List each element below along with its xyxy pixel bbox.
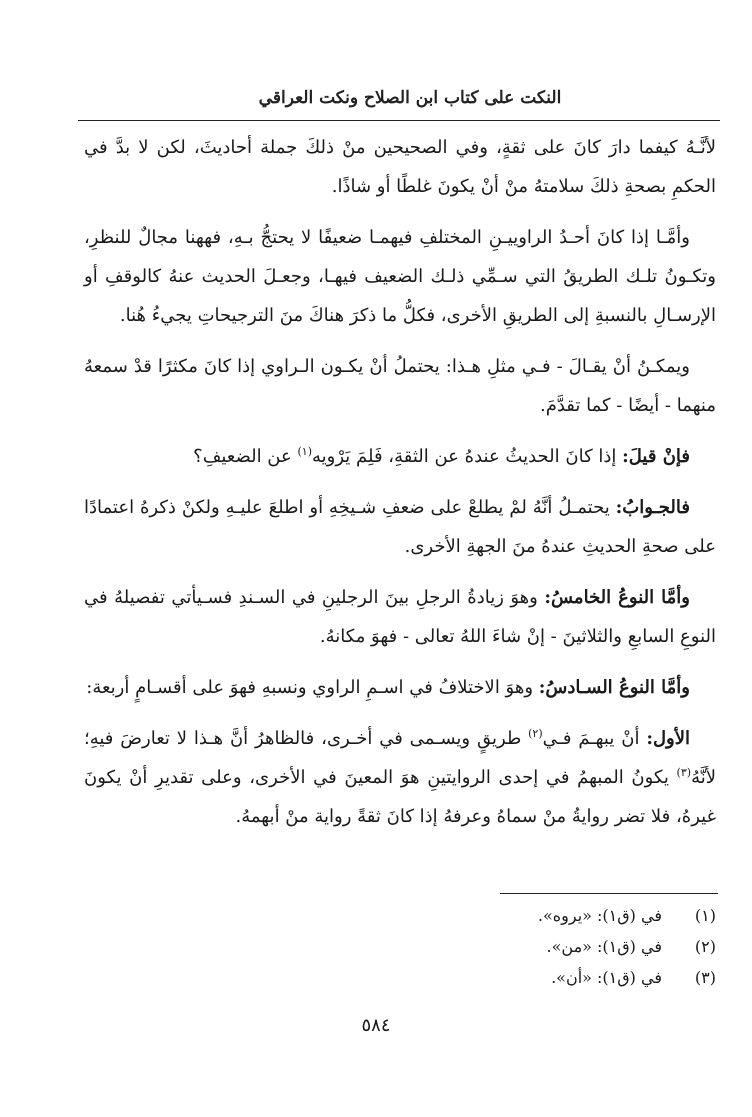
- paragraph-6-text: وهوَ زيادةُ الرجلِ بينَ الرجلينِ في السـندِ فسـيأتي تفصيلهُ في النوعِ السابعِ والثلاثينَ - إنْ شاءَ اللهُ تعالى - فهوَ مكانهُ.: [84, 587, 716, 647]
- paragraph-8-text-c: يكونُ المبهمُ في إحدى الروايتينِ هوَ المعينَ في الأخرى، وعلى تقديرِ أنْ يكونَ غيرهُ، فلا تضر روايةُ منْ سماهُ وعرفهُ إذا كانَ ثقةً رواية منْ أبهمهُ.: [84, 767, 716, 827]
- paragraph-4: [84, 437, 716, 476]
- paragraph-1: لأنَّـهُ كيفما دارَ كانَ على ثقةٍ، وفي الصحيحين منْ ذلكَ جملة أحاديثَ، لكن لا بدَّ في الحكمِ بصحةِ ذلكَ سلامتهُ منْ أنْ يكونَ غلطًا أو شاذًا.: [84, 137, 716, 197]
- footnote-ref-3: (٣): [676, 766, 692, 779]
- footnote-divider: [500, 893, 718, 894]
- footnote-2: [84, 931, 716, 962]
- paragraph-8-text-b: طريقٍ ويسـمى في أخـرى، فالظاهرُ أنَّ هـذا لا تعارضَ فيهِ؛ لأنَّهُ: [84, 728, 716, 788]
- footnote-3-text: في (ق١): «أن».: [551, 968, 662, 987]
- paragraph-7-text: وهوَ الاختلافُ في اسـمِ الراوي ونسبهِ فهوَ على أقسـامٍ أربعة:: [86, 677, 539, 698]
- paragraph-2: وأمَّـا إذا كانَ أحـدُ الراوييـنِ المختلفِ فيهمـا ضعيفًا لا يحتجُّ بـهِ، فههنا مجالٌ للنظرِ، وتكـونُ تلـك الطريقُ التي سـمِّي ذلـك الضعيف فيهـا، وجعـلَ الحديث عنهُ كالوقفِ أو الإرسـالِ بالنسبةِ إلى الطريقِ الأخرى، فكلُّ ما ذكرَ هناكَ منَ الترجيحاتِ يجيءُ هُنا.: [84, 227, 716, 326]
- footnote-ref-1: (١): [297, 445, 312, 458]
- footnote-ref-2: (٢): [528, 727, 543, 740]
- paragraph-8: [84, 719, 716, 836]
- footnote-3: [84, 962, 716, 993]
- page-number: ٥٨٤: [361, 1015, 391, 1036]
- paragraph-6: [84, 578, 716, 656]
- header-divider: [78, 120, 720, 121]
- footnote-1: [84, 900, 716, 931]
- paragraph-5-term: فالجـوابُ:: [615, 497, 690, 518]
- paragraph-5-text: يحتمـلُ أنَّهُ لمْ يطلعْ على ضعفِ شـيخِهِ أو اطلعَ عليـهِ ولكنْ ذكرهُ اعتمادًا على صحةِ الحديثِ عندهُ منَ الجهةِ الأخرى.: [84, 497, 716, 557]
- paragraph-6-term: وأمَّا النوعُ الخامسُ:: [544, 587, 690, 608]
- paragraph-7: [84, 668, 716, 707]
- paragraph-4-text-b: عن الضعيفِ؟: [193, 446, 298, 467]
- paragraph-4-term: فإنْ قيلَ:: [622, 446, 690, 467]
- paragraph-4-text-a: إذا كانَ الحديثُ عندهُ عن الثقةِ، فَلِمَ يَرْويه: [311, 446, 623, 467]
- footnote-3-number: (٣): [694, 968, 716, 987]
- paragraph-5: [84, 488, 716, 566]
- footnotes: [84, 900, 716, 993]
- footnote-2-text: في (ق١): «من».: [546, 937, 662, 956]
- paragraph-3: ويمكـنُ أنْ يقـالَ - فـي مثلِ هـذا: يحتملُ أنْ يكـون الـراوي إذا كانَ مكثرًا قدْ سمعهُ منهما - أيضًا - كما تقدَّمَ.: [84, 356, 716, 416]
- paragraph-8-term: الأول:: [646, 728, 690, 749]
- main-text: [84, 128, 716, 848]
- paragraph-8-text-a: أنْ يبهـمَ فـي: [542, 728, 647, 749]
- paragraph-7-term: وأمَّا النوعُ السـادسُ:: [538, 677, 690, 698]
- footnote-1-number: (١): [694, 906, 716, 925]
- footnote-2-number: (٢): [694, 937, 716, 956]
- running-header-title: النكت على كتاب ابن الصلاح ونكت العراقي: [258, 88, 562, 108]
- footnote-1-text: في (ق١): «يروه».: [537, 906, 662, 925]
